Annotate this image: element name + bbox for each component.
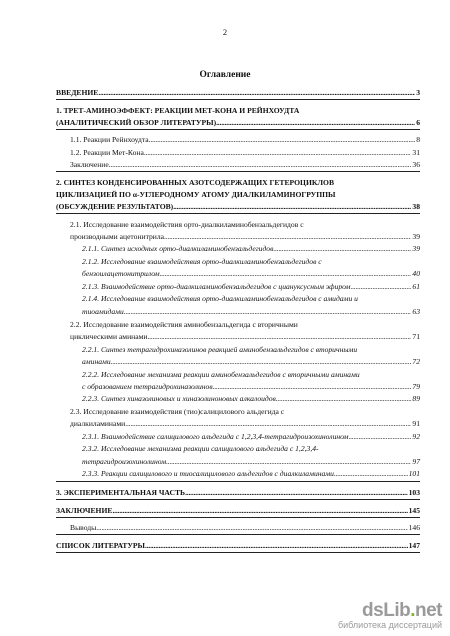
toc-page: 91	[412, 419, 420, 428]
toc-entry-2-2[interactable]	[70, 332, 420, 341]
toc-entry-conclusion[interactable]	[56, 506, 420, 515]
toc-page: 61	[412, 282, 420, 291]
toc-page: 31	[412, 148, 420, 157]
toc-page: 6	[416, 118, 420, 127]
toc-page: 97	[412, 457, 420, 466]
page-title: Оглавление	[199, 70, 251, 80]
toc-label: диалкиламинами	[70, 419, 126, 428]
toc-entry-2-3-3[interactable]	[82, 469, 420, 478]
toc-entry-2-3-2[interactable]	[82, 457, 420, 466]
toc-page: 89	[412, 394, 420, 403]
toc-label: с образованием тетрагидрохиназолинов	[82, 382, 213, 391]
divider	[56, 213, 420, 214]
toc-label: тиоамидами	[82, 307, 124, 316]
toc-label: Заключение	[70, 160, 109, 169]
divider	[56, 517, 420, 518]
toc-entry-2-3-2-line1[interactable]: 2.3.2. Исследование механизма реакции салицилового альдегида с 1,2,3,4-	[82, 444, 319, 453]
toc-entry-2-1-line1[interactable]: 2.1. Исследование взаимодействия орто-диалкиламинобензальдегидов с	[70, 220, 304, 229]
toc-label: 2.1.1. Синтез исходных орто-диалкиламинобензальдегидов	[82, 244, 274, 253]
toc-page: 146	[408, 523, 420, 532]
toc-entry-2-2-2-line1[interactable]: 2.2.2. Исследование механизма реакции аминобензальдегидов с вторичными аминами	[82, 370, 360, 379]
toc-entry-2-3-line1[interactable]: 2.3. Исследование взаимодействия (тио)салицилового альдегида с	[70, 407, 285, 416]
toc-entry-2-1-1[interactable]	[82, 244, 420, 253]
toc-entry-1-1[interactable]	[70, 135, 420, 144]
toc-label: Выводы	[70, 523, 97, 532]
toc-label: циклическими аминами	[70, 332, 148, 341]
divider	[56, 171, 420, 172]
toc-entry-1-2[interactable]	[70, 148, 420, 157]
divider	[56, 129, 420, 130]
toc-entry-2-2-2[interactable]	[82, 382, 420, 391]
toc-page: 3	[416, 88, 420, 97]
toc-label: бензоилацетонитрилом	[82, 269, 160, 278]
toc-entry-ch1-line1[interactable]: 1. ТРЕТ-АМИНОЭФФЕКТ: РЕАКЦИИ МЕТ-КОНА И РЕЙНХОУДТА	[56, 106, 300, 115]
toc-entry-2-1-2-line1[interactable]: 2.1.2. Исследование взаимодействия орто-диалкиламинобензальдегидов с	[82, 257, 322, 266]
divider	[56, 99, 420, 100]
toc-entry-findings[interactable]	[70, 523, 420, 532]
toc-entry-2-1-2[interactable]	[82, 269, 420, 278]
toc-label: СПИСОК ЛИТЕРАТУРЫ	[56, 541, 146, 550]
toc-page: 40	[412, 269, 420, 278]
toc-entry-2-1[interactable]	[70, 232, 420, 241]
toc-entry-2-1-4[interactable]	[82, 307, 420, 316]
toc-entry-2-3-1[interactable]	[82, 432, 420, 441]
toc-label: 3. ЭКСПЕРИМЕНТАЛЬНАЯ ЧАСТЬ	[56, 488, 186, 497]
toc-page: 8	[416, 135, 420, 144]
toc-label: 2.1.3. Взаимодействие орто-диалкиламинобензальдегидов с циануксусным эфиром	[82, 282, 351, 291]
toc-label: тетрагидроизохинолином	[82, 457, 167, 466]
toc-entry-2-2-3[interactable]	[82, 394, 420, 403]
divider	[56, 499, 420, 500]
toc-label: производными ацетонитрила	[70, 232, 165, 241]
toc-entry-ch2[interactable]	[56, 202, 420, 211]
toc-label: (АНАЛИТИЧЕСКИЙ ОБЗОР ЛИТЕРАТУРЫ)	[56, 118, 217, 127]
page-number: 2	[222, 27, 228, 37]
toc-entry-2-1-3[interactable]	[82, 282, 420, 291]
divider	[56, 534, 420, 535]
toc-entry-ch3[interactable]	[56, 488, 420, 497]
toc-page: 101	[408, 469, 420, 478]
toc-label: 2.3.1. Взаимодействие салицилового альдегида с 1,2,3,4-тетрагидроизохинолином	[82, 432, 349, 441]
toc-label: аминами	[82, 357, 111, 366]
watermark	[338, 600, 442, 630]
toc-entry-intro[interactable]	[56, 88, 420, 97]
toc-entry-ch2-line2[interactable]: ЦИКЛИЗАЦИЕЙ ПО α-УГЛЕРОДНОМУ АТОМУ ДИАЛКИЛАМИНОГРУППЫ	[56, 190, 336, 199]
toc-page: 39	[412, 244, 420, 253]
toc-label: (ОБСУЖДЕНИЕ РЕЗУЛЬТАТОВ)	[56, 202, 174, 211]
toc-entry-ch1[interactable]	[56, 118, 420, 127]
toc-label: 1.1. Реакции Рейнхоудта	[70, 135, 149, 144]
toc-page: 39	[412, 232, 420, 241]
toc-entry-ch2-line1[interactable]: 2. СИНТЕЗ КОНДЕНСИРОВАННЫХ АЗОТСОДЕРЖАЩИХ ГЕТЕРОЦИКЛОВ	[56, 178, 335, 187]
toc-page: 92	[412, 432, 420, 441]
toc-page: 145	[408, 506, 420, 515]
toc-entry-1-conclusion[interactable]	[70, 160, 420, 169]
toc-page: 79	[412, 382, 420, 391]
toc-label: ВВЕДЕНИЕ	[56, 88, 99, 97]
toc-label: ЗАКЛЮЧЕНИЕ	[56, 506, 113, 515]
toc-entry-2-2-1-line1[interactable]: 2.2.1. Синтез тетрагидрохиназолинов реакцией аминобензальдегидов с вторичными	[82, 345, 358, 354]
watermark-subtitle: библиотека диссертаций	[337, 620, 442, 630]
toc-page: 38	[412, 202, 420, 211]
toc-page: 72	[412, 357, 420, 366]
toc-entry-2-2-1[interactable]	[82, 357, 420, 366]
toc-page: 71	[412, 332, 420, 341]
toc-page: 36	[412, 160, 420, 169]
toc-label: 1.2. Реакции Мет-Кона	[70, 148, 144, 157]
toc-entry-2-2-line1[interactable]: 2.2. Исследование взаимодействия аминобензальдегида с вторичными	[70, 320, 298, 329]
toc-page: 147	[408, 541, 420, 550]
divider	[56, 552, 420, 553]
toc-entry-2-1-4-line1[interactable]: 2.1.4. Исследование взаимодействия орто-диалкиламинобензальдегидов с амидами и	[82, 294, 358, 303]
divider	[56, 481, 420, 482]
watermark-logo: dsLib.net	[362, 600, 442, 621]
toc-entry-2-3[interactable]	[70, 419, 420, 428]
toc-entry-references[interactable]	[56, 541, 420, 550]
toc-page: 63	[412, 307, 420, 316]
toc-label: 2.3.3. Реакции салицилового и тиосалицилового альдегидов с диалкиламинами	[82, 469, 334, 478]
toc-page: 103	[408, 488, 420, 497]
toc-label: 2.2.3. Синтез хиназолиновых и хиназолиноновых алкалоидов	[82, 394, 276, 403]
